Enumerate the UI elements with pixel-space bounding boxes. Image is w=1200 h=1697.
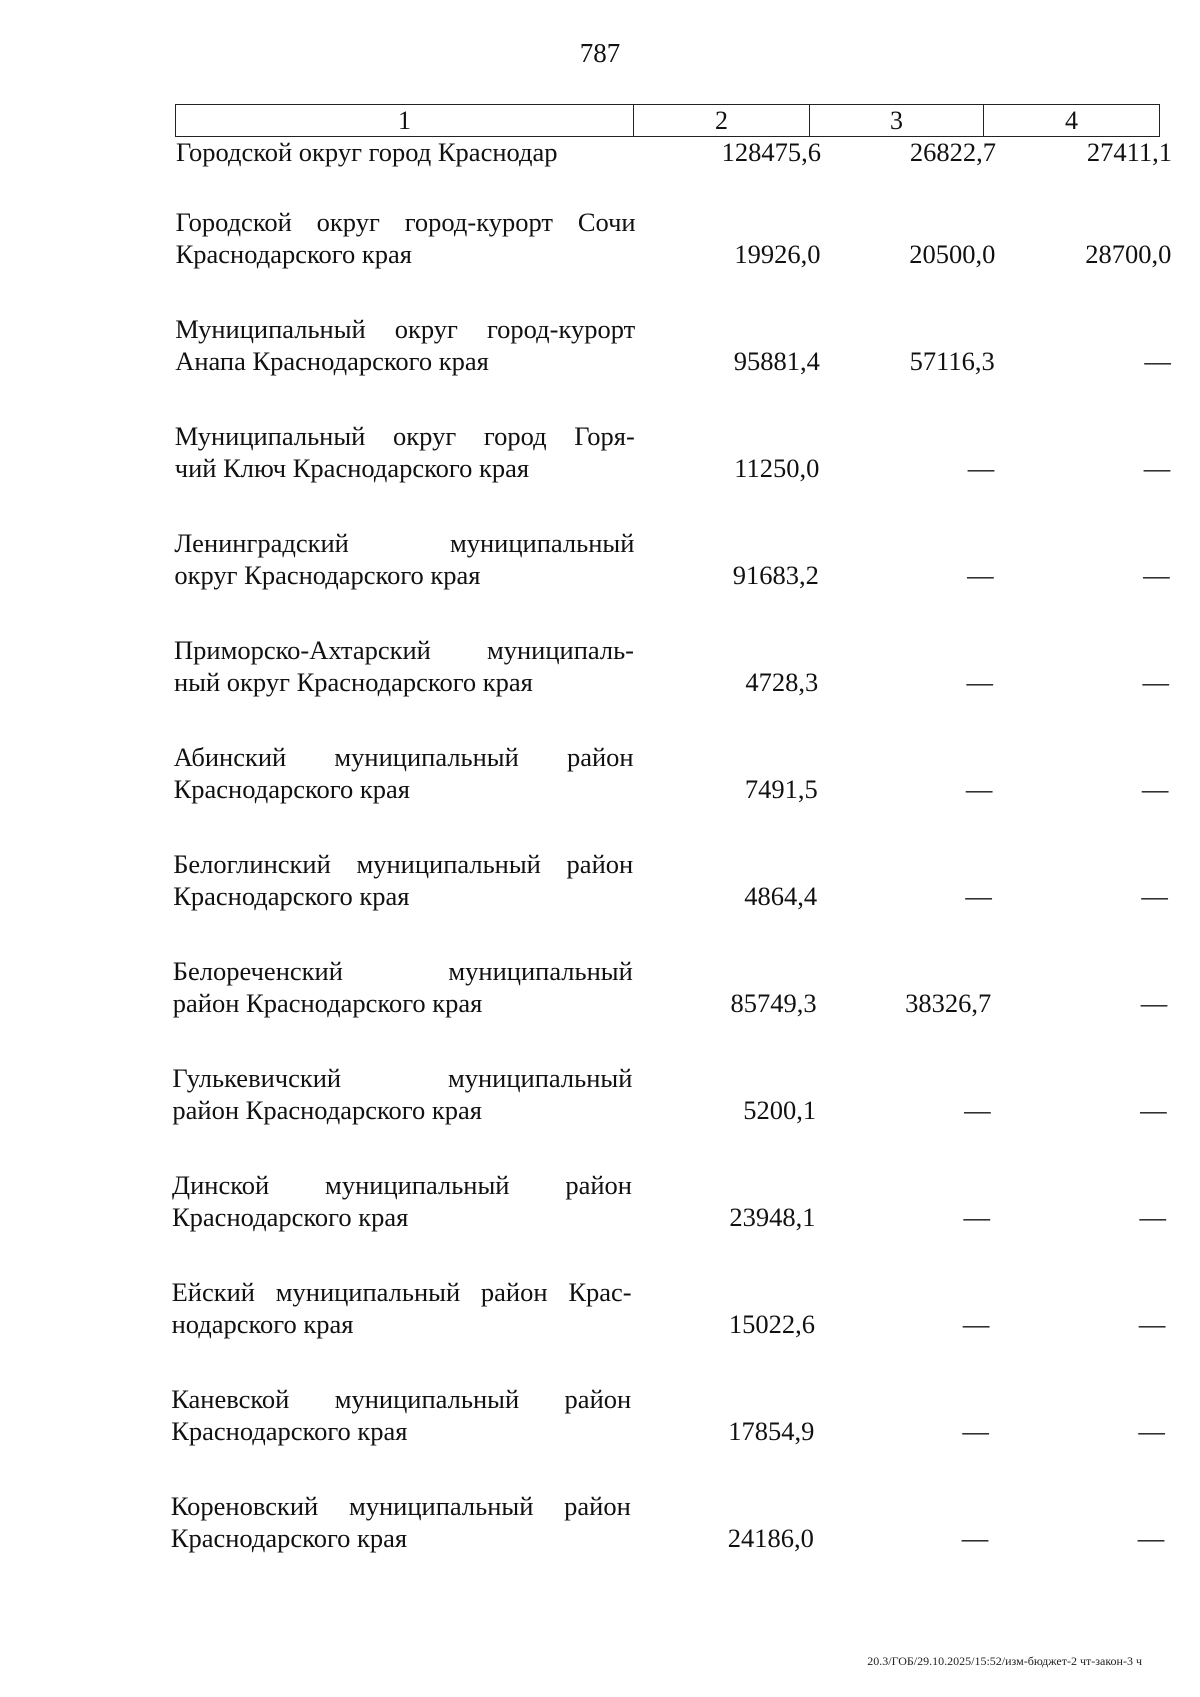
row-value-c2: 17854,9 xyxy=(728,1416,815,1446)
row-name-line: район Краснодарского края xyxy=(172,988,483,1018)
row-value-c2: 7491,5 xyxy=(744,774,818,804)
row-name xyxy=(174,741,634,805)
row-name-line: Ейский муниципальный район Крас- xyxy=(171,1277,632,1307)
row-value-c3: — xyxy=(965,774,993,804)
row-name xyxy=(174,634,634,698)
row-value-c4: — xyxy=(1140,988,1168,1018)
row-value-c3: — xyxy=(961,1523,989,1553)
row-value-c4: — xyxy=(1143,560,1170,590)
row-value-c3: — xyxy=(963,1202,990,1232)
row-name xyxy=(176,136,636,168)
row-name-line: Краснодарского края xyxy=(172,1202,409,1232)
row-value-c4: 27411,1 xyxy=(1086,137,1172,167)
row-name xyxy=(175,420,635,484)
row-name-line: ный округ Краснодарского края xyxy=(174,667,533,697)
row-name-line: район Краснодарского края xyxy=(172,1095,482,1125)
row-name-line: Краснодарского края xyxy=(173,881,410,911)
row-name-line: Белоглинский муниципальный район xyxy=(173,849,634,879)
row-value-c4: — xyxy=(1144,346,1171,376)
header-col-2: 2 xyxy=(634,105,810,137)
row-value-c2: 15022,6 xyxy=(728,1309,815,1339)
row-name-line: Городской округ город Краснодар xyxy=(176,137,558,167)
row-value-c3: — xyxy=(967,560,994,590)
row-value-c4: — xyxy=(1138,1309,1166,1339)
row-name-line: Гулькевичский муниципальный xyxy=(172,1063,633,1093)
row-value-c4: — xyxy=(1140,1095,1167,1125)
row-name xyxy=(172,1169,632,1233)
row-value-c2: 95881,4 xyxy=(733,346,820,376)
row-value-c3: — xyxy=(965,881,992,911)
row-value-c2: 85749,3 xyxy=(730,988,817,1018)
row-value-c4: — xyxy=(1137,1523,1165,1553)
row-value-c3: 38326,7 xyxy=(905,988,992,1018)
row-name xyxy=(175,313,635,377)
row-name-line: Муниципальный округ город Горя- xyxy=(174,421,635,451)
row-value-c2: 11250,0 xyxy=(734,453,820,483)
row-value-c4: — xyxy=(1139,1202,1166,1232)
header-col-3: 3 xyxy=(810,105,984,137)
row-value-c2: 5200,1 xyxy=(743,1095,817,1125)
row-name-line: Кореновский муниципальный район xyxy=(170,1491,631,1521)
row-value-c2: 128475,6 xyxy=(721,137,821,167)
row-value-c4: — xyxy=(1141,774,1169,804)
row-name xyxy=(176,206,636,270)
row-name-line: Краснодарского края xyxy=(173,774,410,804)
row-value-c4: 28700,0 xyxy=(1085,239,1172,269)
row-value-c3: 20500,0 xyxy=(909,239,996,269)
row-name xyxy=(174,527,634,591)
row-value-c3: — xyxy=(962,1416,989,1446)
row-name-line: Краснодарского края xyxy=(175,239,412,269)
row-value-c4: — xyxy=(1143,453,1171,483)
row-value-c2: 24186,0 xyxy=(727,1523,814,1553)
row-name-line: нодарского края xyxy=(171,1309,354,1339)
row-value-c3: — xyxy=(966,667,993,697)
document-footer: 20.3/ГОБ/29.10.2025/15:52/изм-бюджет-2 чт-закон-3 ч xyxy=(867,1654,1142,1668)
row-name xyxy=(172,1276,632,1340)
row-name-line: Краснодарского края xyxy=(171,1416,408,1446)
row-name xyxy=(171,1383,631,1447)
row-name xyxy=(172,1062,632,1126)
table-header xyxy=(175,104,1160,137)
row-name-line: чий Ключ Краснодарского края xyxy=(174,453,530,483)
row-name-line: Городской округ город-курорт Сочи xyxy=(175,207,636,237)
row-value-c2: 4864,4 xyxy=(744,881,818,911)
row-name xyxy=(173,848,633,912)
row-value-c3: 57116,3 xyxy=(909,346,995,376)
header-col-1: 1 xyxy=(176,105,634,137)
row-value-c2: 4728,3 xyxy=(745,667,819,697)
row-name xyxy=(171,1490,631,1554)
row-value-c3: — xyxy=(967,453,995,483)
row-value-c3: 26822,7 xyxy=(909,137,996,167)
row-name-line: Краснодарского края xyxy=(170,1523,408,1553)
row-value-c3: — xyxy=(964,1095,991,1125)
row-name-line: Ленинградский муниципальный xyxy=(174,528,635,558)
row-value-c4: — xyxy=(1138,1416,1165,1446)
row-value-c2: 91683,2 xyxy=(732,560,819,590)
row-name-line: Динской муниципальный район xyxy=(172,1170,632,1200)
row-value-c2: 23948,1 xyxy=(729,1202,816,1232)
header-col-4: 4 xyxy=(984,105,1160,137)
row-name-line: Белореченский муниципальный xyxy=(172,956,633,986)
row-value-c4: — xyxy=(1141,881,1168,911)
row-name-line: Анапа Краснодарского края xyxy=(175,346,489,376)
row-name-line: Каневской муниципальный район xyxy=(171,1384,632,1414)
row-value-c3: — xyxy=(962,1309,990,1339)
row-name-line: Приморско-Ахтарский муниципаль- xyxy=(174,635,634,665)
row-name-line: Муниципальный округ город-курорт xyxy=(175,314,636,344)
row-name-line: округ Краснодарского края xyxy=(174,560,481,590)
row-name xyxy=(173,955,633,1019)
page-number: 787 xyxy=(579,38,621,68)
row-value-c2: 19926,0 xyxy=(734,239,821,269)
row-value-c4: — xyxy=(1142,667,1169,697)
row-name-line: Абинский муниципальный район xyxy=(173,742,634,772)
